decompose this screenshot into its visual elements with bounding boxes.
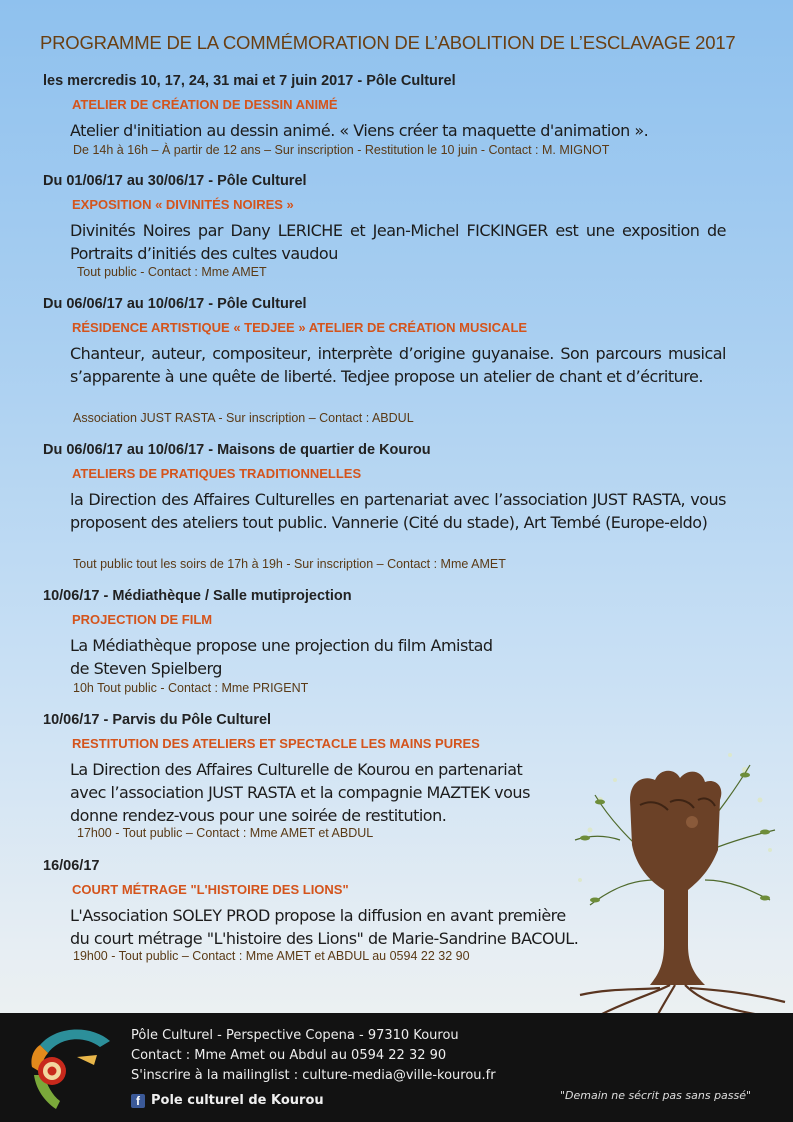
pole-culturel-logo [22,1027,117,1112]
event-description [70,758,530,827]
event-info: 19h00 - Tout public – Contact : Mme AMET et ABDUL au 0594 22 32 90 [73,949,470,963]
event-date: Du 01/06/17 au 30/06/17 - Pôle Culturel [43,173,307,189]
event-date: 16/06/17 [43,858,100,874]
description-line: La Direction des Affaires Culturelle de Kourou en partenariat [70,760,523,779]
tree-fist-illustration [560,740,793,1020]
page-title: PROGRAMME DE LA COMMÉMORATION DE L’ABOLITION DE L’ESCLAVAGE 2017 [40,32,736,53]
description-line: du court métrage "L'histoire des Lions" de Marie-Sandrine BACOUL. [70,929,579,948]
event-description: Atelier d'initiation au dessin animé. « Viens créer ta maquette d'animation ». [70,121,649,140]
event-date: Du 06/06/17 au 10/06/17 - Pôle Culturel [43,296,307,312]
event-title: RESTITUTION DES ATELIERS ET SPECTACLE LES MAINS PURES [72,736,480,751]
event-info: Tout public - Contact : Mme AMET [77,265,267,279]
event-date: 10/06/17 - Médiathèque / Salle mutiprojection [43,588,352,604]
event-title: PROJECTION DE FILM [72,612,213,627]
description-line: avec l’association JUST RASTA et la compagnie MAZTEK vous [70,783,530,802]
facebook-link[interactable] [131,1093,324,1108]
event-info: 10h Tout public - Contact : Mme PRIGENT [73,681,309,695]
description-line: donne rendez-vous pour une soirée de restitution. [70,806,447,825]
event-description: la Direction des Affaires Culturelles en partenariat avec l’association JUST RASTA, vous proposent des ateliers tout public. Vannerie (Cité du stade), Art Tembé (Europe-eldo) [70,490,726,532]
motto: "Demain ne sécrit pas sans passé" [560,1089,752,1102]
footer-mailing[interactable]: S'inscrire à la mailinglist : culture-media@ville-kourou.fr [131,1068,496,1083]
event-description: Divinités Noires par Dany LERICHE et Jean-Michel FICKINGER est une exposition de Portraits d’initiés des cultes vaudou [70,221,726,263]
footer [0,1013,793,1122]
event-info: 17h00 - Tout public – Contact : Mme AMET et ABDUL [77,826,374,840]
description-line: de Steven Spielberg [70,659,222,678]
footer-address: Pôle Culturel - Perspective Copena - 97310 Kourou [131,1028,459,1043]
event-title: ATELIER DE CRÉATION DE DESSIN ANIMÉ [72,97,338,112]
facebook-icon: f [131,1094,145,1108]
event-date: 10/06/17 - Parvis du Pôle Culturel [43,712,272,728]
event-title: ATELIERS DE PRATIQUES TRADITIONNELLES [72,466,362,481]
event-info: De 14h à 16h – À partir de 12 ans – Sur inscription - Restitution le 10 juin - Contact : M. MIGNOT [73,143,610,157]
description-line: La Médiathèque propose une projection du film Amistad [70,636,493,655]
event-date: les mercredis 10, 17, 24, 31 mai et 7 juin 2017 - Pôle Culturel [43,73,456,89]
event-title: EXPOSITION « DIVINITÉS NOIRES » [72,197,294,212]
event-description: Chanteur, auteur, compositeur, interprète d’origine guyanaise. Son parcours musical s’apparente à une quête de liberté. Tedjee propose un atelier de chant et d’écriture. [70,344,726,386]
event-description [70,634,493,680]
event-info: Tout public tout les soirs de 17h à 19h - Sur inscription – Contact : Mme AMET [73,557,506,571]
event-title: COURT MÉTRAGE "L'HISTOIRE DES LIONS" [72,882,349,897]
event-info: Association JUST RASTA - Sur inscription – Contact : ABDUL [73,411,414,425]
event-title: RÉSIDENCE ARTISTIQUE « TEDJEE » ATELIER DE CRÉATION MUSICALE [72,320,528,335]
footer-contact: Contact : Mme Amet ou Abdul au 0594 22 32 90 [131,1048,447,1063]
event-description [70,904,578,950]
event-date: Du 06/06/17 au 10/06/17 - Maisons de quartier de Kourou [43,442,431,458]
description-line: L'Association SOLEY PROD propose la diffusion en avant première [70,906,566,925]
facebook-label: Pole culturel de Kourou [151,1093,324,1108]
